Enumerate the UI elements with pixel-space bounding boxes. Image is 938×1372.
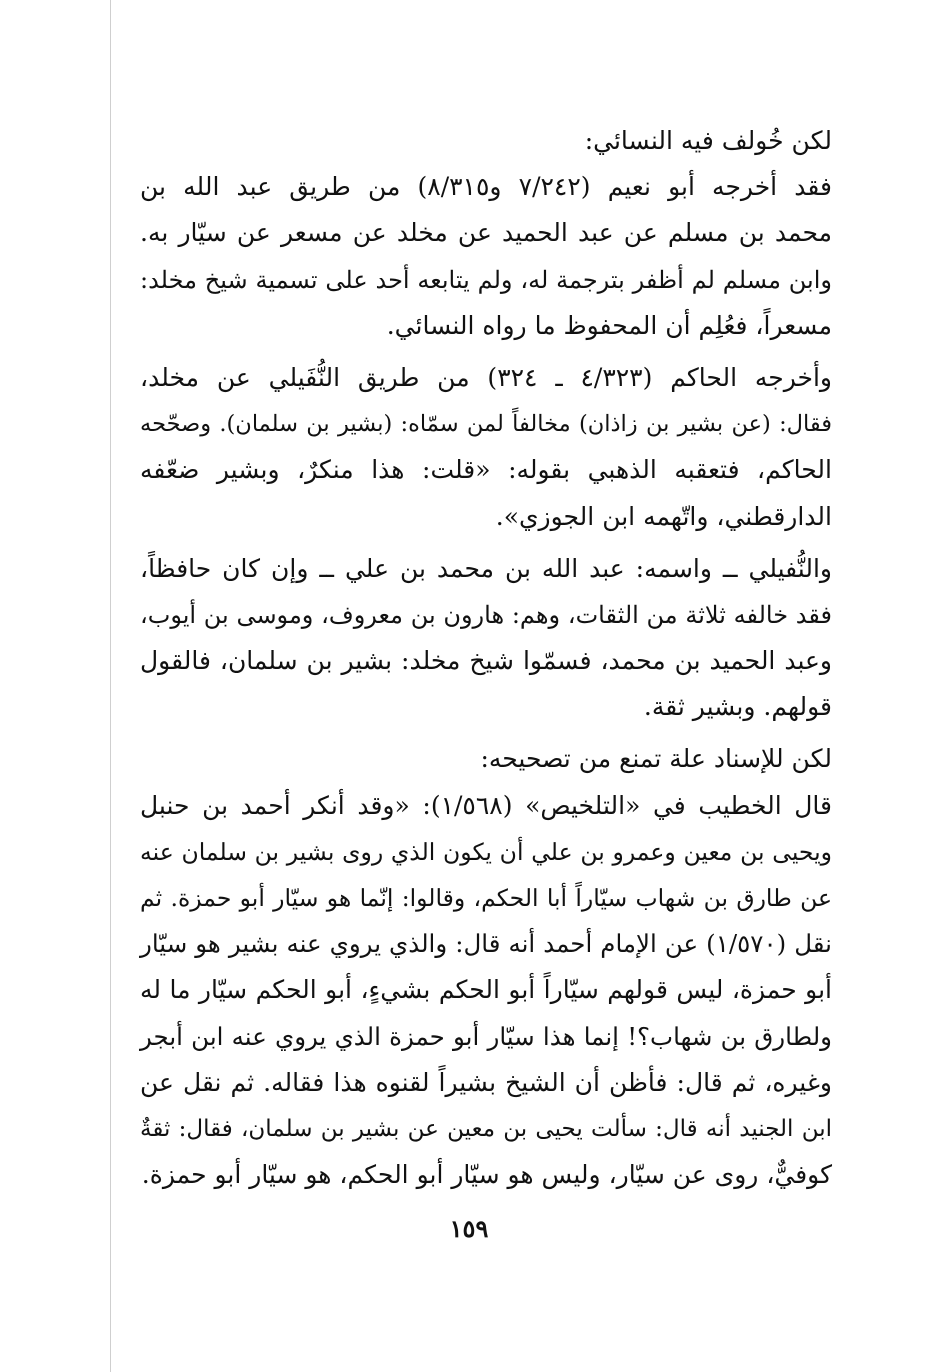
text-line: نقل (١/٥٧٠) عن الإمام أحمد أنه قال: والذي يروي عنه بشير هو سيّار [140, 929, 832, 959]
text-line: لكن للإسناد علة تمنع من تصحيحه: [480, 744, 832, 774]
text-line: أبو حمزة، ليس قولهم سيّاراً أبو الحكم بشيءٍ، أبو الحكم سيّار ما له [140, 975, 832, 1005]
text-line: قولهم. وبشير ثقة. [643, 692, 832, 722]
text-line: قال الخطيب في «التلخيص» (١/٥٦٨): «وقد أنكر أحمد بن حنبل [140, 790, 832, 820]
text-line: ويحيى بن معين وعمرو بن علي أن يكون الذي روى بشير بن سلمان عنه [140, 837, 832, 866]
text-line: الحاكم، فتعقبه الذهبي بقوله: «قلت: هذا منكرٌ، وبشير ضعّفه [140, 455, 832, 485]
text-line: فقد أخرجه أبو نعيم (٧/٢٤٢ و٨/٣١٥) من طريق عبد الله بن [140, 172, 832, 202]
text-line: فقد خالفه ثلاثة من الثقات، وهم: هارون بن معروف، وموسى بن أيوب، [140, 600, 832, 629]
text-line: محمد بن مسلم عن عبد الحميد عن مخلد عن مسعر عن سيّار به. [140, 218, 832, 248]
text-line: كوفيٌّ، روى عن سيّار، وليس هو سيّار أبو الحكم، هو سيّار أبو حمزة. [141, 1160, 832, 1190]
text-line: وغيره، ثم قال: فأظن أن الشيخ بشيراً لقنوه هذا فقاله. ثم نقل عن [140, 1067, 832, 1097]
text-line: وعبد الحميد بن محمد، فسمّوا شيخ مخلد: بشير بن سلمان، فالقول [140, 646, 832, 676]
text-line: ابن الجنيد أنه قال: سألت يحيى بن معين عن بشير بن سلمان، فقال: ثقةٌ [140, 1115, 832, 1142]
text-line: لكن خُولف فيه النسائي: [584, 126, 832, 155]
text-line: وابن مسلم لم أظفر بترجمة له، ولم يتابعه أحد على تسمية شيخ مخلد: [140, 265, 832, 294]
text-line: عن طارق بن شهاب سيّاراً أبا الحكم، وقالوا: إنّما هو سيّار أبو حمزة. ثم [140, 884, 832, 912]
text-line: والنُّفيلي ــ واسمه: عبد الله بن محمد بن علي ــ وإن كان حافظاً، [140, 553, 832, 583]
text-line: الدارقطني، واتّهمه ابن الجوزي». [495, 501, 832, 531]
text-line: ولطارق بن شهاب؟! إنما هذا سيّار أبو حمزة الذي يروي عنه ابن أبجر [140, 1021, 832, 1051]
page-body-text [140, 118, 832, 1198]
page-number: ١٥٩ [449, 1214, 489, 1243]
text-line: فقال: (عن بشير بن زاذان) مخالفاً لمن سمّاه: (بشير بن سلمان). وصحّحه [140, 411, 832, 438]
page-spine-line [110, 0, 111, 1372]
text-line: مسعراً، فعُلِم أن المحفوظ ما رواه النسائي. [386, 310, 832, 340]
text-line: وأخرجه الحاكم (٤/٣٢٣ ـ ٣٢٤) من طريق النُّفَيلي عن مخلد، [140, 362, 833, 392]
